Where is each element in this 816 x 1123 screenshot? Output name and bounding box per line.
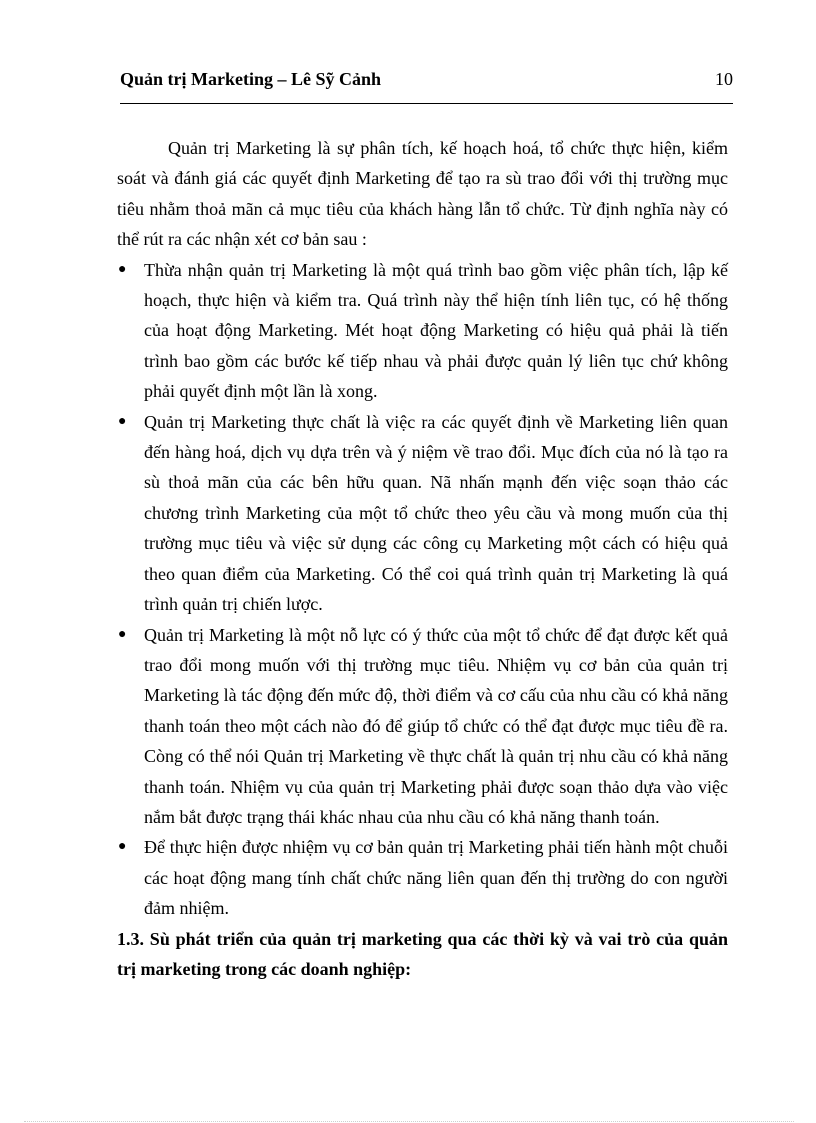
- list-item-text: Thừa nhận quản trị Marketing là một quá trình bao gồm việc phân tích, lập kế hoạch, thực hiện và kiểm tra. Quá trình này thể hiện tính liên tục, có hệ thống của hoạt động Marketing. Mét hoạt động Marketing có hiệu quả phải là tiến trình bao gồm các bước kế tiếp nhau và phải được quản lý liên tục chứ không phải quyết định một lần là xong.: [144, 259, 728, 402]
- bullet-icon: ●: [118, 413, 127, 429]
- intro-paragraph: Quản trị Marketing là sự phân tích, kế hoạch hoá, tổ chức thực hiện, kiểm soát và đánh giá các quyết định Marketing để tạo ra sù trao đổi với thị trường mục tiêu nhằm thoả mãn cả mục tiêu của khách hàng lẫn tổ chức. Từ định nghĩa này có thể rút ra các nhận xét cơ bản sau :: [117, 138, 728, 250]
- list-item: [117, 832, 728, 923]
- list-item: [117, 620, 728, 833]
- list-item: [117, 255, 728, 407]
- section-heading: 1.3. Sù phát triển của quản trị marketing qua các thời kỳ và vai trò của quản trị marketing trong các doanh nghiệp:: [117, 928, 728, 979]
- bullet-icon: ●: [118, 839, 127, 855]
- bullet-icon: ●: [118, 626, 127, 642]
- remarks-list: [117, 255, 728, 924]
- page-body: [117, 133, 728, 984]
- list-item-text: Để thực hiện được nhiệm vụ cơ bản quản trị Marketing phải tiến hành một chuỗi các hoạt động mang tính chất chức năng liên quan đến thị trường do con người đảm nhiệm.: [144, 837, 728, 919]
- list-item-text: Quản trị Marketing thực chất là việc ra các quyết định về Marketing liên quan đến hàng hoá, dịch vụ dựa trên và ý niệm về trao đổi. Mục đích của nó là tạo ra sù thoả mãn của các bên hữu quan. Nã nhấn mạnh đến việc soạn thảo các chương trình Marketing của một tổ chức theo yêu cầu và mong muốn của thị trường mục tiêu và việc sử dụng các công cụ Marketing một cách có hiệu quả theo quan điểm của Marketing. Có thể coi quá trình quản trị Marketing là quá trình quản trị chiến lược.: [144, 411, 728, 615]
- page-header: [120, 66, 733, 92]
- header-divider: [120, 103, 733, 104]
- list-item-text: Quản trị Marketing là một nỗ lực có ý thức của một tổ chức để đạt được kết quả trao đổi mong muốn với thị trường mục tiêu. Nhiệm vụ cơ bản của quản trị Marketing là tác động đến mức độ, thời điểm và cơ cấu của nhu cầu có khả năng thanh toán theo một cách nào đó để giúp tổ chức có thể đạt được mục tiêu đề ra. Còng có thể nói Quản trị Marketing về thực chất là quản trị nhu cầu có khả năng thanh toán. Nhiệm vụ của quản trị Marketing phải được soạn thảo dựa vào việc nắm bắt được trạng thái khác nhau của nhu cầu có khả năng thanh toán.: [144, 624, 728, 827]
- list-item: [117, 407, 728, 620]
- page-bottom-border: [24, 1121, 794, 1122]
- bullet-icon: ●: [118, 261, 127, 277]
- page-number: 10: [715, 69, 733, 89]
- document-title: Quản trị Marketing – Lê Sỹ Cảnh: [120, 69, 382, 89]
